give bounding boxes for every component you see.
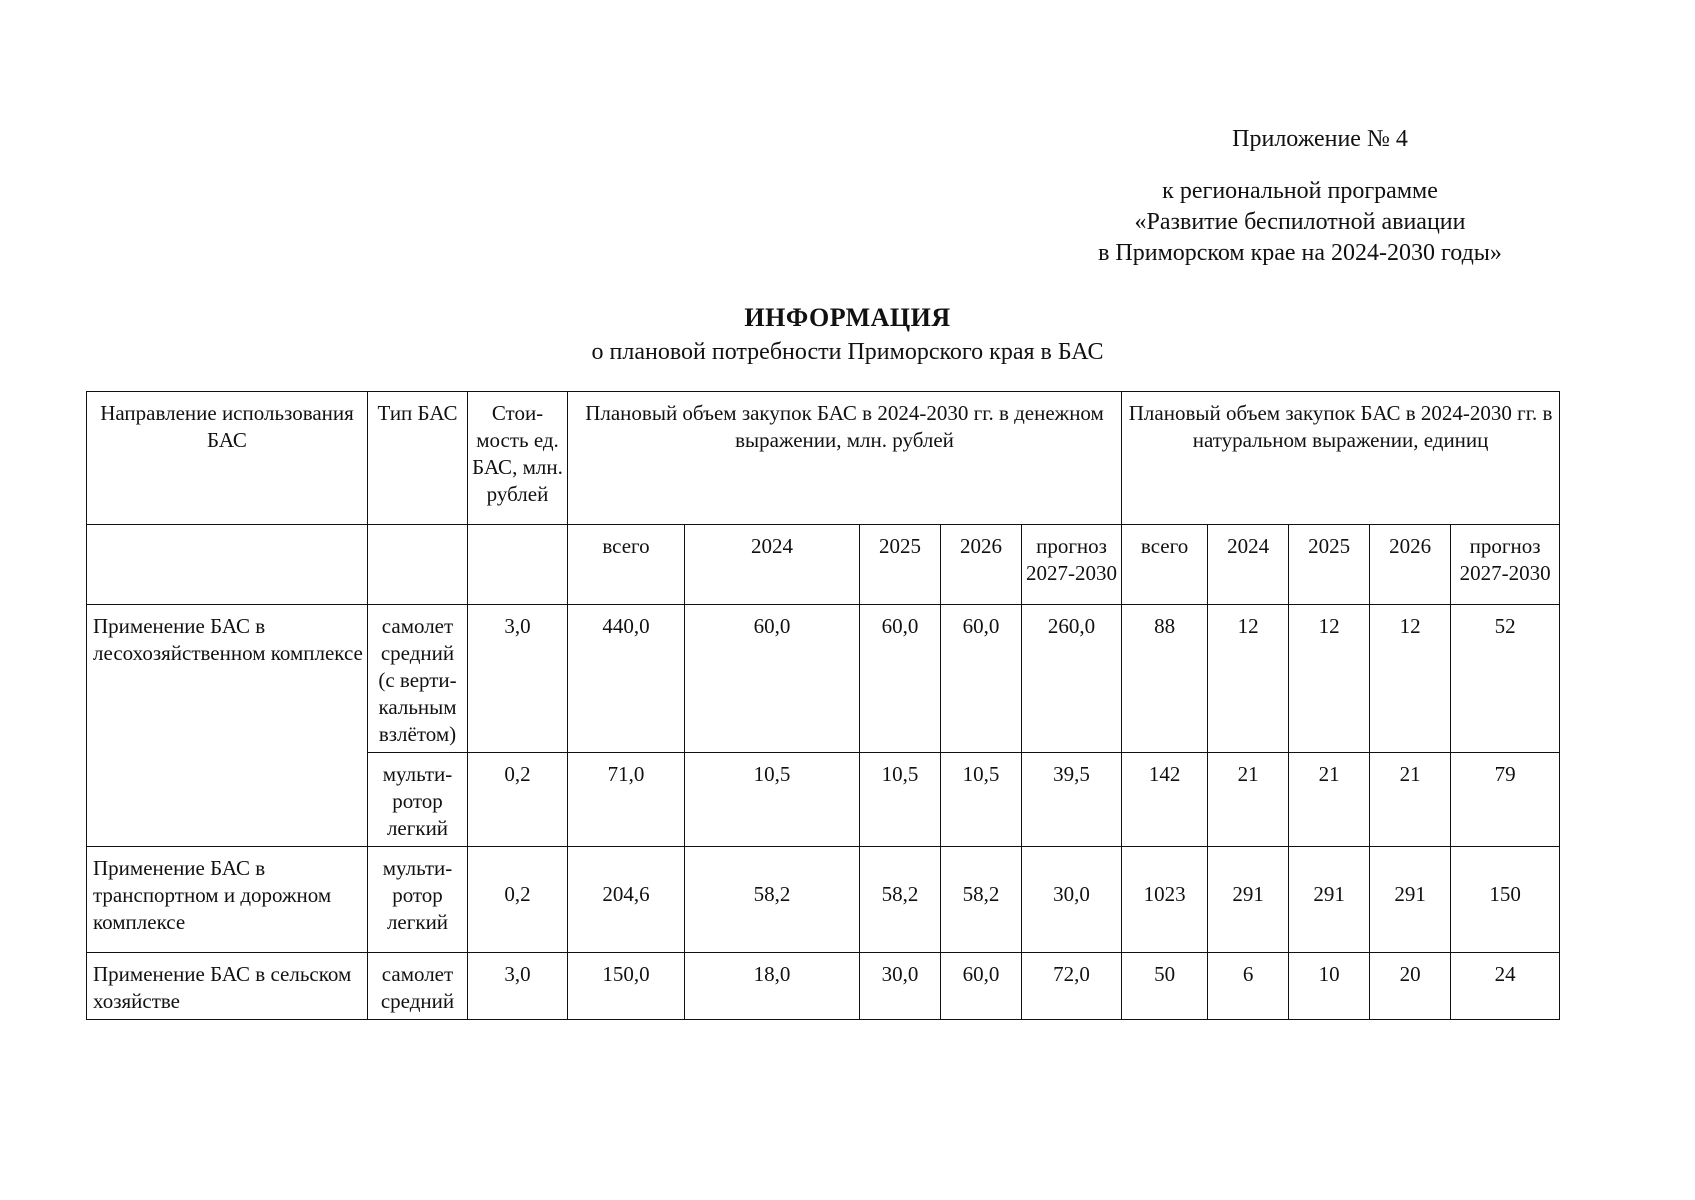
bas-demand-table (86, 391, 1560, 1020)
appendix-ref-line1: к региональной программе (1162, 178, 1438, 204)
cell-money-2024: 58,2 (685, 847, 860, 953)
cell-money-2024: 10,5 (685, 753, 860, 847)
cell-units-forecast: 79 (1451, 753, 1560, 847)
cell-money-forecast: 30,0 (1022, 847, 1122, 953)
header-type: Тип БАС (368, 392, 468, 525)
cell-units-total: 142 (1122, 753, 1208, 847)
appendix-ref-line2: «Развитие беспилотной авиации (1134, 209, 1466, 235)
header-units-forecast: прогноз 2027-2030 (1451, 525, 1560, 605)
cell-money-total: 71,0 (568, 753, 685, 847)
header-money-2025: 2025 (860, 525, 941, 605)
cell-units-forecast: 150 (1451, 847, 1560, 953)
cell-units-2026: 12 (1370, 605, 1451, 753)
cell-units-2024: 21 (1208, 753, 1289, 847)
cell-money-2025: 10,5 (860, 753, 941, 847)
cell-units-2024: 12 (1208, 605, 1289, 753)
cell-money-total: 204,6 (568, 847, 685, 953)
header-units-group: Плановый объем закупок БАС в 2024-2030 гг. в натуральном выражении, единиц (1122, 392, 1560, 525)
cell-money-2025: 30,0 (860, 953, 941, 1020)
cell-direction: Применение БАС в транспортном и дорожном комплексе (87, 847, 368, 953)
appendix-reference (1000, 176, 1600, 269)
cell-units-total: 88 (1122, 605, 1208, 753)
header-money-2026: 2026 (941, 525, 1022, 605)
header-units-2024: 2024 (1208, 525, 1289, 605)
cell-cost: 3,0 (468, 953, 568, 1020)
appendix-number: Приложение № 4 (1232, 126, 1408, 152)
table-row (87, 847, 1560, 953)
header-direction: Направление использования БАС (87, 392, 368, 525)
appendix-ref-line3: в Приморском крае на 2024-2030 годы» (1098, 240, 1502, 266)
cell-money-2026: 60,0 (941, 953, 1022, 1020)
header-cost: Стои-мость ед. БАС, млн. рублей (468, 392, 568, 525)
cell-money-2026: 10,5 (941, 753, 1022, 847)
header-sub-empty (87, 525, 368, 605)
cell-money-forecast: 39,5 (1022, 753, 1122, 847)
cell-units-2026: 21 (1370, 753, 1451, 847)
cell-money-2026: 58,2 (941, 847, 1022, 953)
cell-units-2025: 21 (1289, 753, 1370, 847)
document-title: ИНФОРМАЦИЯ (744, 303, 951, 332)
cell-direction: Применение БАС в лесохозяйственном комплексе (87, 605, 368, 847)
cell-money-forecast: 72,0 (1022, 953, 1122, 1020)
cell-type: мульти-ротор легкий (368, 753, 468, 847)
cell-units-2025: 12 (1289, 605, 1370, 753)
cell-units-2026: 291 (1370, 847, 1451, 953)
header-sub-empty (468, 525, 568, 605)
cell-units-forecast: 24 (1451, 953, 1560, 1020)
cell-cost: 3,0 (468, 605, 568, 753)
cell-units-2024: 291 (1208, 847, 1289, 953)
cell-type: самолет средний (с верти-кальным взлётом) (368, 605, 468, 753)
cell-money-total: 150,0 (568, 953, 685, 1020)
cell-money-2024: 60,0 (685, 605, 860, 753)
header-sub-empty (368, 525, 468, 605)
cell-money-2024: 18,0 (685, 953, 860, 1020)
header-row-sub (87, 525, 1560, 605)
cell-units-2024: 6 (1208, 953, 1289, 1020)
header-money-forecast: прогноз 2027-2030 (1022, 525, 1122, 605)
header-money-total: всего (568, 525, 685, 605)
document-subtitle: о плановой потребности Приморского края в БАС (591, 339, 1104, 365)
cell-money-forecast: 260,0 (1022, 605, 1122, 753)
header-row-main (87, 392, 1560, 525)
cell-cost: 0,2 (468, 753, 568, 847)
cell-direction: Применение БАС в сельском хозяйстве (87, 953, 368, 1020)
table-row (87, 953, 1560, 1020)
cell-type: мульти-ротор легкий (368, 847, 468, 953)
cell-money-2025: 60,0 (860, 605, 941, 753)
header-money-2024: 2024 (685, 525, 860, 605)
header-units-2026: 2026 (1370, 525, 1451, 605)
cell-money-total: 440,0 (568, 605, 685, 753)
cell-money-2026: 60,0 (941, 605, 1022, 753)
header-units-2025: 2025 (1289, 525, 1370, 605)
table-row (87, 605, 1560, 753)
cell-units-2025: 291 (1289, 847, 1370, 953)
cell-units-total: 1023 (1122, 847, 1208, 953)
cell-type: самолет средний (368, 953, 468, 1020)
cell-units-2025: 10 (1289, 953, 1370, 1020)
cell-money-2025: 58,2 (860, 847, 941, 953)
header-money-group: Плановый объем закупок БАС в 2024-2030 гг. в денежном выражении, млн. рублей (568, 392, 1122, 525)
header-units-total: всего (1122, 525, 1208, 605)
cell-units-forecast: 52 (1451, 605, 1560, 753)
cell-cost: 0,2 (468, 847, 568, 953)
cell-units-2026: 20 (1370, 953, 1451, 1020)
cell-units-total: 50 (1122, 953, 1208, 1020)
